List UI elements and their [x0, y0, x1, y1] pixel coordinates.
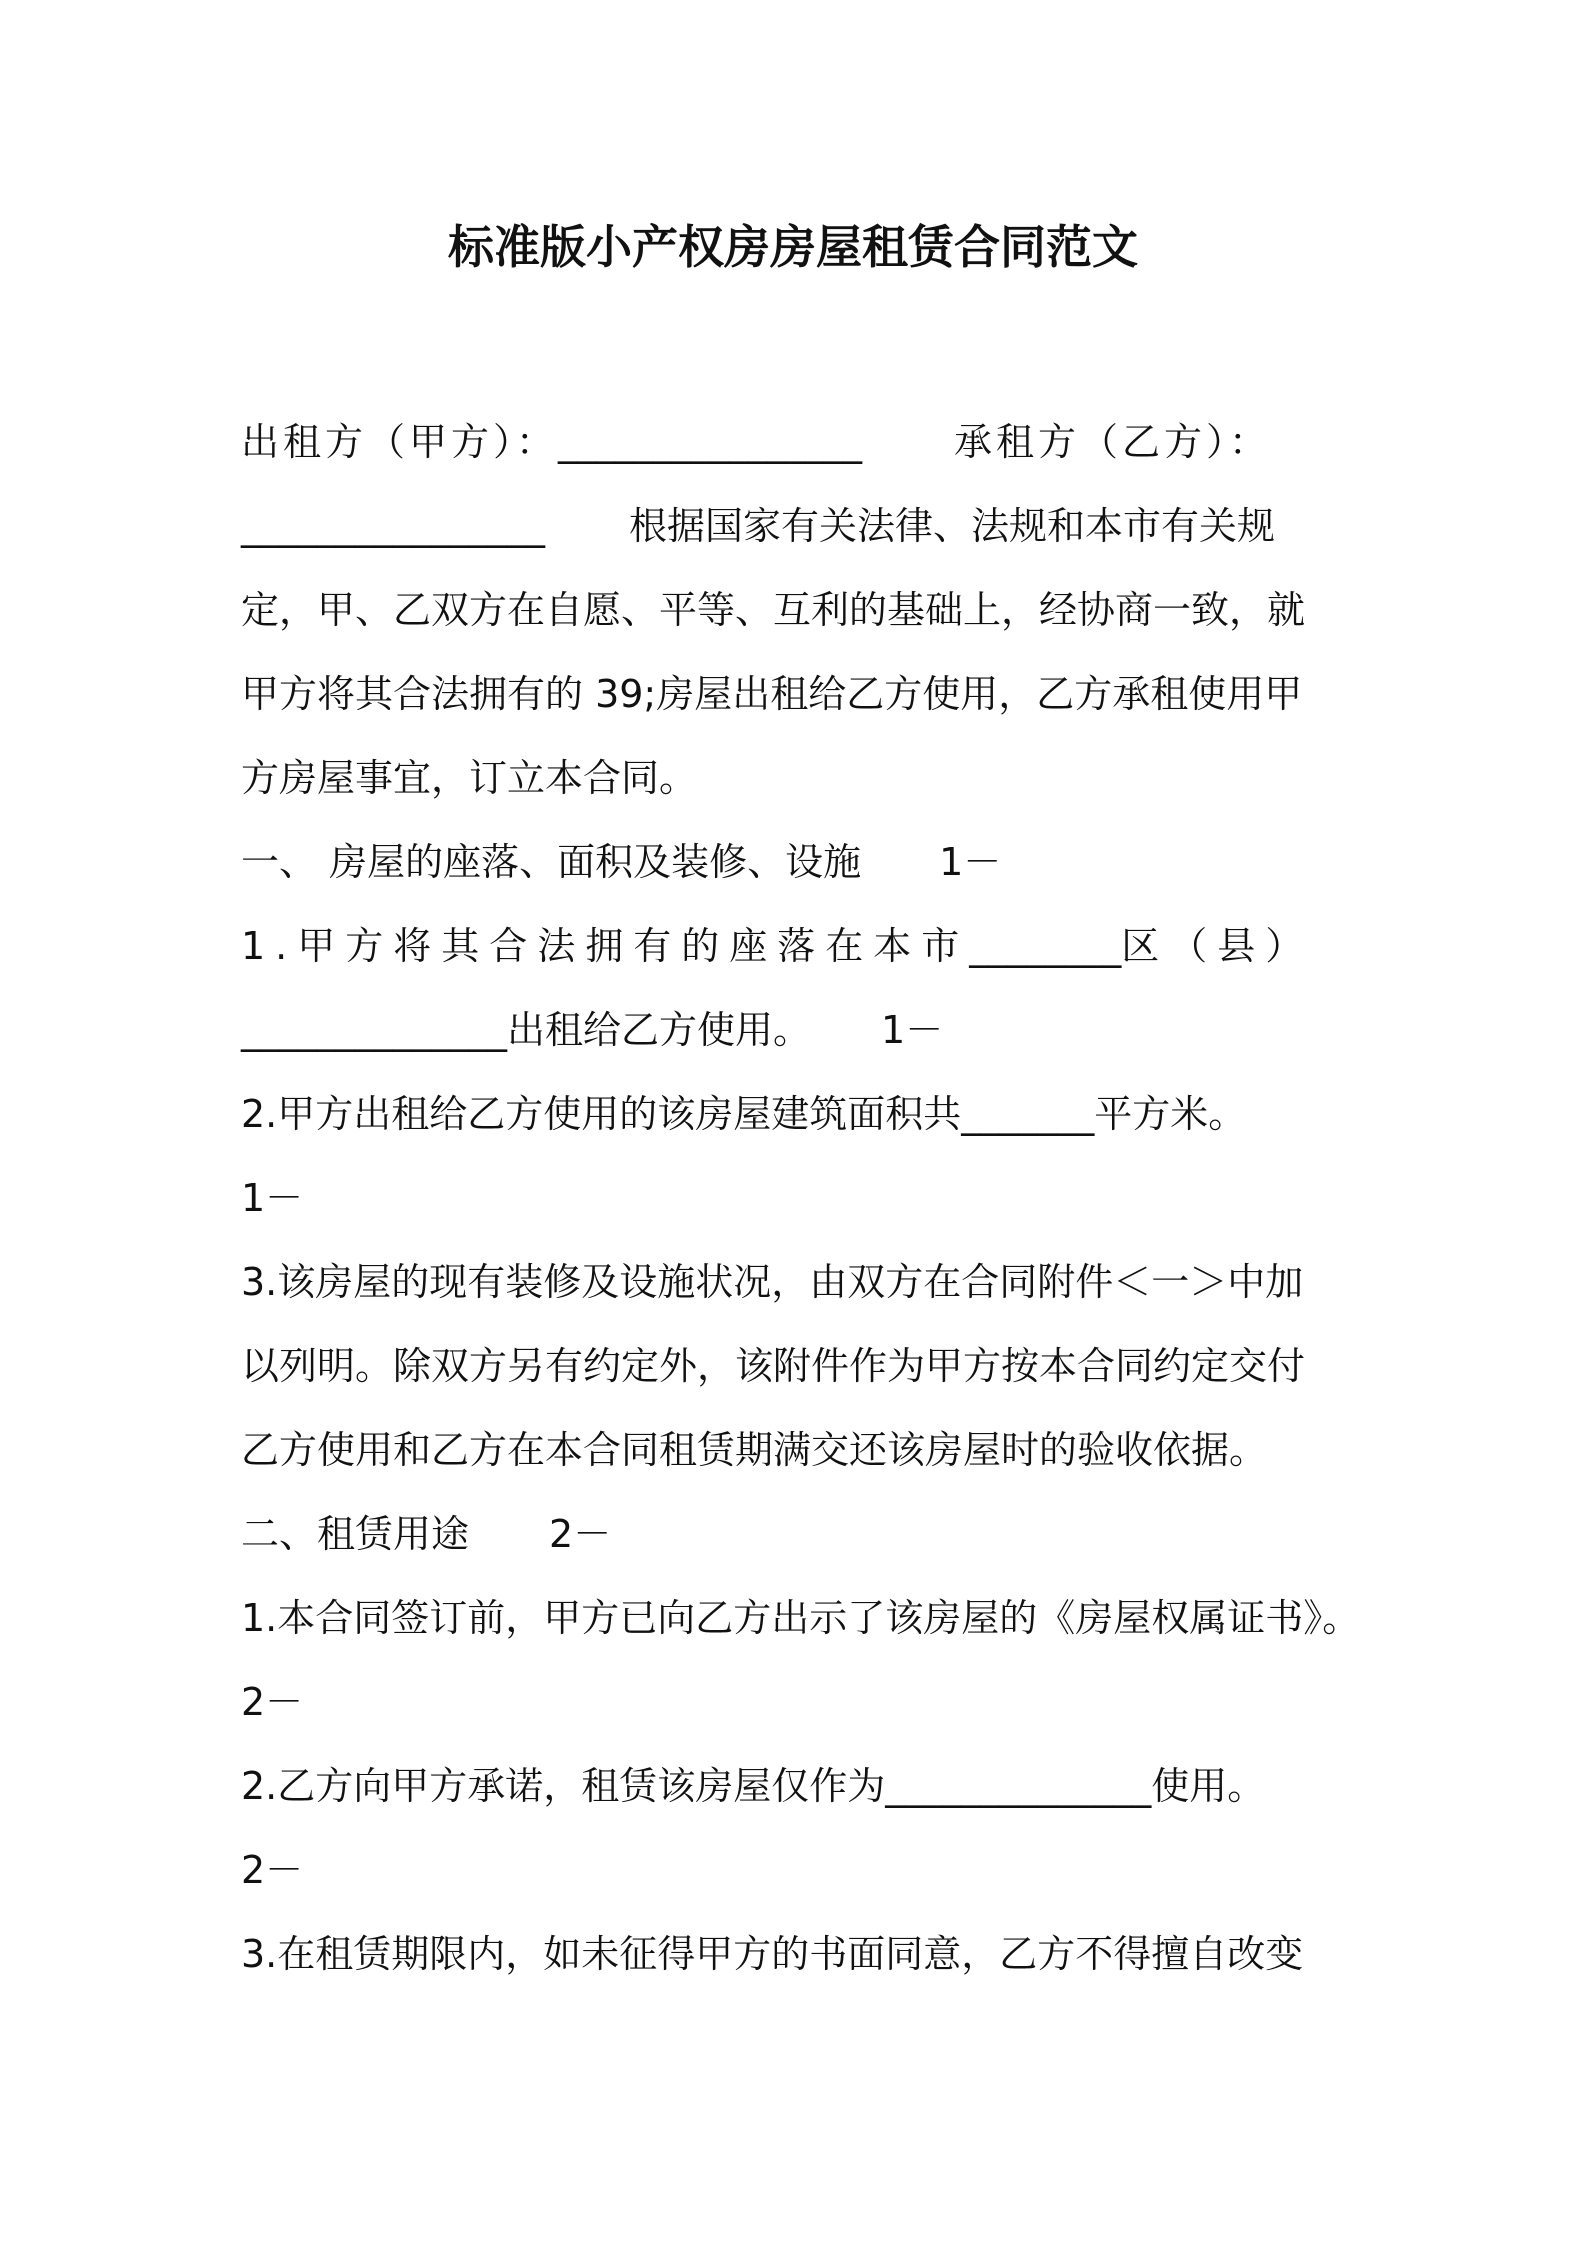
- section-1-item-3-line-1: 3.该房屋的现有装修及设施状况，由双方在合同附件＜一＞中加: [241, 1260, 1304, 1304]
- section-1-item-1-tail: 出租给乙方使用。: [507, 1008, 812, 1052]
- section-1-item-3-line-3: 乙方使用和乙方在本合同租赁期满交还该房屋时的验收依据。: [241, 1428, 1268, 1472]
- section-1-heading-note: 1－: [939, 840, 1002, 884]
- section-2-heading-text: 二、租赁用途: [241, 1512, 470, 1556]
- section-2-heading: [241, 1492, 1361, 1576]
- section-2-item-1-note: 2－: [241, 1680, 304, 1724]
- section-2-heading-note: 2－: [549, 1512, 612, 1556]
- party-b-blank: ________________: [241, 504, 545, 548]
- intro-line-3: 甲方将其合法拥有的 39;房屋出租给乙方使用，乙方承租使用甲: [241, 672, 1303, 716]
- section-1-item-2-note: 1－: [241, 1176, 304, 1220]
- party-a-label: 出租方（甲方）：: [241, 420, 559, 464]
- section-2-item-1: 1.本合同签订前，甲方已向乙方出示了该房屋的《房屋权属证书》。: [241, 1596, 1361, 1640]
- section-1-heading-text: 一、 房屋的座落、面积及装修、设施: [241, 840, 862, 884]
- section-1-item-1-line-1: [241, 904, 1361, 988]
- intro-line-1: [241, 484, 1361, 568]
- address-blank: ______________: [241, 1008, 507, 1052]
- section-1-heading: [241, 820, 1361, 904]
- party-a-blank: ________________: [558, 420, 863, 464]
- intro-line-2: 定，甲、乙双方在自愿、平等、互利的基础上，经协商一致，就: [241, 588, 1306, 632]
- district-blank: ________: [969, 924, 1122, 968]
- intro-text-1: 根据国家有关法律、法规和本市有关规: [629, 504, 1276, 548]
- section-2-item-2-note: 2－: [241, 1848, 304, 1892]
- section-2-item-3-line-1: 3.在租赁期限内，如未征得甲方的书面同意，乙方不得擅自改变: [241, 1932, 1304, 1976]
- section-1-item-3-line-2: 以列明。除双方另有约定外，该附件作为甲方按本合同约定交付: [241, 1344, 1306, 1388]
- section-1-item-1-line-2: [241, 988, 1361, 1072]
- parties-line: [241, 400, 1361, 484]
- section-1-item-1-text: 1.甲方将其合法拥有的座落在本市: [241, 924, 970, 968]
- intro-line-4: 方房屋事宜，订立本合同。: [241, 756, 698, 800]
- party-b-label: 承租方（乙方）：: [954, 420, 1272, 464]
- section-2-item-2: 2.乙方向甲方承诺，租赁该房屋仅作为______________使用。: [241, 1764, 1266, 1808]
- document-title: 标准版小产权房房屋租赁合同范文: [448, 220, 1138, 274]
- section-1-item-2: 2.甲方出租给乙方使用的该房屋建筑面积共_______平方米。: [241, 1092, 1247, 1136]
- section-1-item-1-note: 1－: [881, 1008, 944, 1052]
- district-label: 区（县）: [1121, 924, 1314, 968]
- document-body: [241, 400, 1361, 1996]
